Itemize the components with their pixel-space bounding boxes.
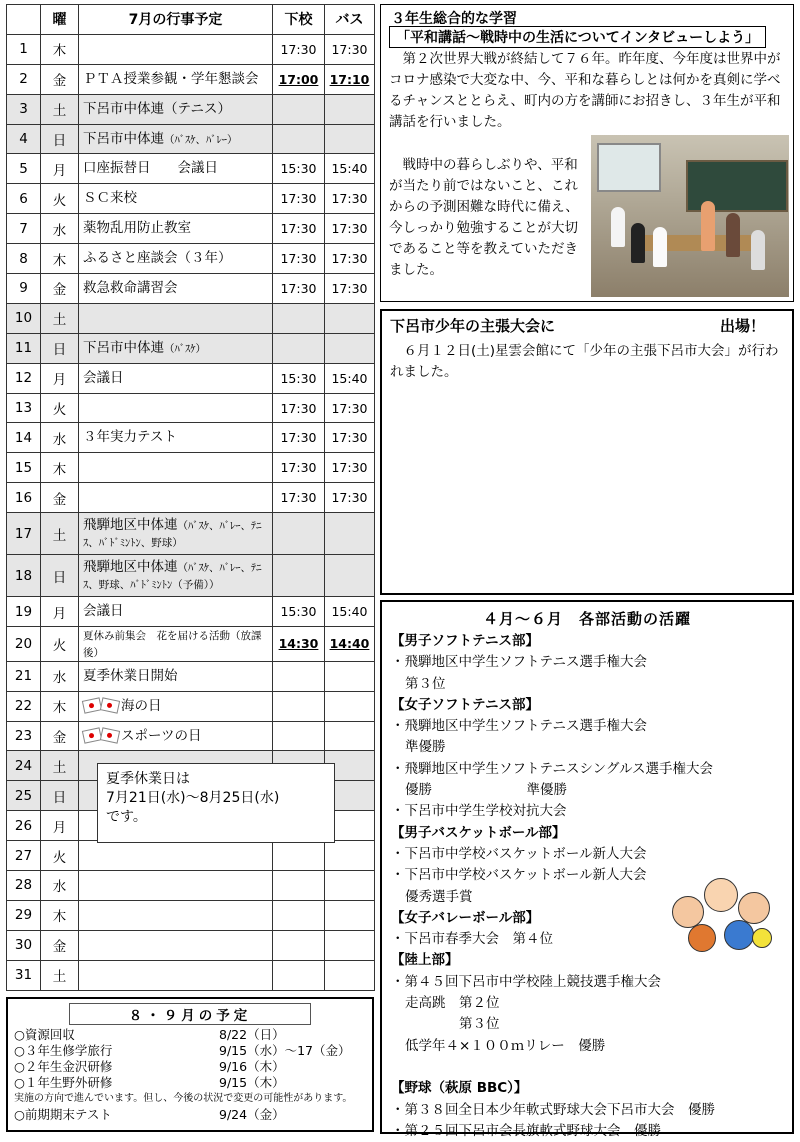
schedule-row: [7, 303, 375, 333]
schedule-date: 5: [7, 154, 41, 184]
club-result: 優秀選手賞: [405, 888, 473, 905]
schedule-dismissal-time: 17:00: [273, 64, 325, 94]
schedule-weekday: 月: [41, 363, 79, 393]
schedule-bus-time: [325, 513, 375, 555]
schedule-bus-time: 17:30: [325, 184, 375, 214]
schedule-bus-time: [325, 841, 375, 871]
plan-item-label: ○資源回収: [14, 1027, 75, 1042]
schedule-weekday: 日: [41, 333, 79, 363]
club-result: ・第２５回下呂市会長旗軟式野球大会 優勝: [391, 1122, 661, 1139]
schedule-event: [79, 900, 273, 930]
schedule-dismissal-time: [273, 555, 325, 597]
schedule-weekday: 金: [41, 721, 79, 751]
schedule-row: [7, 597, 375, 627]
schedule-date: 17: [7, 513, 41, 555]
schedule-date: 28: [7, 871, 41, 901]
schedule-row: [7, 34, 375, 64]
speech-title-right: 出場！: [720, 317, 766, 335]
schedule-dismissal-time: [273, 94, 325, 124]
schedule-bus-time: [325, 124, 375, 154]
schedule-dismissal-time: 17:30: [273, 483, 325, 513]
club-result: ・下呂市春季大会 第４位: [391, 931, 553, 948]
schedule-weekday: 土: [41, 303, 79, 333]
schedule-weekday: 月: [41, 154, 79, 184]
schedule-row: [7, 871, 375, 901]
club-result: 走高跳 第２位: [405, 995, 500, 1012]
schedule-event: スポーツの日: [79, 721, 273, 751]
schedule-dismissal-time: 17:30: [273, 34, 325, 64]
plan-item-label: ○２年生金沢研修: [14, 1059, 113, 1074]
schedule-bus-time: 17:30: [325, 274, 375, 304]
schedule-event: 会議日: [79, 363, 273, 393]
schedule-dismissal-time: [273, 124, 325, 154]
schedule-dismissal-time: [273, 661, 325, 691]
schedule-weekday: 金: [41, 930, 79, 960]
schedule-bus-time: 15:40: [325, 597, 375, 627]
schedule-date: 29: [7, 900, 41, 930]
schedule-dismissal-time: [273, 841, 325, 871]
plan-item-label: ○１年生野外研修: [14, 1075, 113, 1090]
schedule-date: 14: [7, 423, 41, 453]
schedule-bus-time: 15:40: [325, 154, 375, 184]
schedule-date: 7: [7, 214, 41, 244]
notice-line-1: 夏季休業日は: [106, 771, 190, 787]
schedule-bus-time: 17:30: [325, 393, 375, 423]
schedule-event: ３年実力テスト: [79, 423, 273, 453]
schedule-event: ＰＴＡ授業参観・学年懇談会: [79, 64, 273, 94]
schedule-event: [79, 34, 273, 64]
schedule-bus-time: [325, 303, 375, 333]
schedule-dismissal-time: 17:30: [273, 423, 325, 453]
schedule-row: [7, 333, 375, 363]
schedule-weekday: 水: [41, 214, 79, 244]
schedule-event: 海の日: [79, 691, 273, 721]
schedule-dismissal-time: [273, 900, 325, 930]
club-heading: 【女子バレーボール部】: [391, 909, 540, 926]
schedule-dismissal-time: [273, 721, 325, 751]
schedule-dismissal-time: 17:30: [273, 244, 325, 274]
plan-item-label: ○前期期末テスト: [14, 1107, 112, 1122]
schedule-weekday: 火: [41, 841, 79, 871]
schedule-date: 31: [7, 960, 41, 990]
schedule-bus-time: 17:30: [325, 214, 375, 244]
schedule-dismissal-time: 17:30: [273, 184, 325, 214]
schedule-bus-time: 17:30: [325, 34, 375, 64]
header-weekday: 曜: [41, 5, 79, 35]
schedule-date: 25: [7, 781, 41, 811]
schedule-weekday: 水: [41, 423, 79, 453]
schedule-event: 夏季休業日開始: [79, 661, 273, 691]
club-result: ・第３８回全日本少年軟式野球大会下呂市大会 優勝: [391, 1101, 715, 1118]
schedule-dismissal-time: [273, 871, 325, 901]
schedule-bus-time: 15:40: [325, 363, 375, 393]
schedule-weekday: 金: [41, 64, 79, 94]
sports-cartoon: [664, 872, 776, 958]
schedule-bus-time: [325, 94, 375, 124]
schedule-date: 2: [7, 64, 41, 94]
schedule-event: [79, 303, 273, 333]
schedule-date: 23: [7, 721, 41, 751]
plan-item-date: 9/16（木）: [219, 1059, 285, 1074]
schedule-bus-time: 17:30: [325, 423, 375, 453]
schedule-dismissal-time: [273, 960, 325, 990]
schedule-weekday: 月: [41, 811, 79, 841]
schedule-row: [7, 513, 375, 555]
schedule-date: 1: [7, 34, 41, 64]
schedule-date: 6: [7, 184, 41, 214]
schedule-event: 会議日: [79, 597, 273, 627]
schedule-date: 21: [7, 661, 41, 691]
plan-item-label: ○３年生修学旅行: [14, 1043, 113, 1058]
schedule-row: [7, 244, 375, 274]
club-result: ・下呂市中学校バスケットボール新人大会: [391, 867, 647, 884]
club-result: [391, 1057, 792, 1078]
schedule-bus-time: [325, 900, 375, 930]
schedule-row: [7, 184, 375, 214]
schedule-dismissal-time: 15:30: [273, 154, 325, 184]
schedule-weekday: 火: [41, 393, 79, 423]
plan-item: [14, 1075, 366, 1091]
club-result: 準優勝: [405, 739, 446, 756]
study-paragraph-2: 戦時中の暮らしぶりや、平和が当たり前ではないこと、これからの予測困難な時代に備え、今しっかり勉強することが大切であること等を教えていただきました。: [389, 157, 579, 278]
schedule-event: [79, 483, 273, 513]
schedule-weekday: 土: [41, 751, 79, 781]
schedule-row: [7, 64, 375, 94]
japan-flag-icon: [83, 727, 119, 745]
club-heading: 【陸上部】: [391, 952, 459, 969]
schedule-row: [7, 483, 375, 513]
schedule-date: 22: [7, 691, 41, 721]
schedule-row: [7, 214, 375, 244]
aug-sep-plan: [6, 997, 374, 1132]
schedule-date: 19: [7, 597, 41, 627]
plan-item: [14, 1043, 366, 1059]
club-result: ・飛騨地区中学生ソフトテニス選手権大会: [391, 654, 647, 671]
schedule-event: 口座振替日 会議日: [79, 154, 273, 184]
schedule-row: [7, 930, 375, 960]
club-result: 第３位: [405, 675, 446, 692]
schedule-date: 30: [7, 930, 41, 960]
schedule-bus-time: [325, 555, 375, 597]
plan-item-date: 9/15（水）～17（金）: [219, 1043, 351, 1058]
schedule-row: [7, 423, 375, 453]
plan-item: [14, 1027, 366, 1043]
schedule-date: 13: [7, 393, 41, 423]
schedule-row: [7, 555, 375, 597]
header-date: [7, 5, 41, 35]
schedule-dismissal-time: [273, 303, 325, 333]
japan-flag-icon: [83, 697, 119, 715]
notice-line-3: です。: [106, 808, 147, 825]
header-dismissal: 下校: [273, 5, 325, 35]
study-paragraph-1: 第２次世界大戦が終結して７６年。昨年度、今年度は世界中がコロナ感染で大変な中、今、平和な暮らしとは何かを真剣に学べるチャンスととらえ、町内の方を講師にお招きし、３年生が平和講話を行いました。: [389, 51, 781, 130]
schedule-weekday: 木: [41, 34, 79, 64]
schedule-event: 飛騨地区中体連（ﾊﾞｽｹ、ﾊﾞﾚｰ、ﾃﾆｽ、ﾊﾞﾄﾞﾐﾝﾄﾝ、野球）: [79, 513, 273, 555]
schedule-event: ふるさと座談会（３年）: [79, 244, 273, 274]
schedule-row: [7, 363, 375, 393]
schedule-event: ＳＣ来校: [79, 184, 273, 214]
schedule-event: 飛騨地区中体連（ﾊﾞｽｹ、ﾊﾞﾚｰ、ﾃﾆｽ、野球、ﾊﾞﾄﾞﾐﾝﾄﾝ（予備））: [79, 555, 273, 597]
schedule-row: [7, 124, 375, 154]
schedule-row: [7, 721, 375, 751]
schedule-event: 下呂市中体連（ﾊﾞｽｹ、ﾊﾞﾚｰ）: [79, 124, 273, 154]
club-result: ・下呂市中学校バスケットボール新人大会: [391, 845, 647, 862]
schedule-weekday: 月: [41, 597, 79, 627]
plan-note: 実施の方向で進んでいます。但し、今後の状況で変更の可能性があります。: [14, 1093, 353, 1104]
schedule-event: [79, 453, 273, 483]
schedule-bus-time: 17:30: [325, 483, 375, 513]
schedule-weekday: 金: [41, 274, 79, 304]
plan-item-date: 8/22（日）: [219, 1027, 285, 1042]
club-heading: 【男子ソフトテニス部】: [391, 633, 539, 649]
schedule-row: [7, 393, 375, 423]
schedule-dismissal-time: [273, 513, 325, 555]
schedule-event: 救急救命講習会: [79, 274, 273, 304]
summer-vacation-notice: [97, 763, 335, 843]
schedule-bus-time: [325, 333, 375, 363]
notice-line-2: 7月21日(水)～8月25日(水): [106, 789, 280, 806]
schedule-bus-time: 17:10: [325, 64, 375, 94]
schedule-bus-time: 17:30: [325, 453, 375, 483]
schedule-row: [7, 94, 375, 124]
classroom-photo: [591, 135, 789, 297]
schedule-event: 下呂市中体連（テニス）: [79, 94, 273, 124]
header-event: 7月の行事予定: [79, 5, 273, 35]
header-bus: バス: [325, 5, 375, 35]
club-heading: 【野球（萩原 BBC）】: [391, 1080, 528, 1097]
club-result: ・第４５回下呂市中学校陸上競技選手権大会: [391, 973, 661, 990]
schedule-dismissal-time: [273, 691, 325, 721]
schedule-row: [7, 960, 375, 990]
schedule-bus-time: [325, 871, 375, 901]
schedule-weekday: 水: [41, 871, 79, 901]
study-subtitle: 「平和講話～戦時中の生活についてインタビューしよう」: [389, 26, 766, 48]
schedule-bus-time: [325, 661, 375, 691]
schedule-row: [7, 627, 375, 662]
schedule-bus-time: [325, 721, 375, 751]
schedule-bus-time: [325, 960, 375, 990]
schedule-dismissal-time: [273, 333, 325, 363]
schedule-row: [7, 900, 375, 930]
schedule-event: [79, 393, 273, 423]
schedule-date: 8: [7, 244, 41, 274]
schedule-weekday: 土: [41, 513, 79, 555]
schedule-date: 27: [7, 841, 41, 871]
speech-body: ６月１２日(土)星雲会館にて「少年の主張下呂市大会」が行われました。: [390, 343, 779, 380]
speech-title: 下呂市少年の主張大会に 出場！: [390, 317, 766, 335]
schedule-header-row: [7, 5, 375, 35]
schedule-bus-time: 14:40: [325, 627, 375, 662]
schedule-row: [7, 661, 375, 691]
schedule-date: 26: [7, 811, 41, 841]
schedule-dismissal-time: 14:30: [273, 627, 325, 662]
schedule-date: 16: [7, 483, 41, 513]
schedule-dismissal-time: 17:30: [273, 274, 325, 304]
plan-item-date: 9/24（金）: [219, 1107, 285, 1122]
schedule-weekday: 日: [41, 555, 79, 597]
clubs-title: ４月～６月 各部活動の活躍: [482, 610, 691, 628]
club-result: ・飛騨地区中学生ソフトテニスシングルス選手権大会: [391, 760, 714, 777]
schedule-row: [7, 691, 375, 721]
schedule-date: 20: [7, 627, 41, 662]
schedule-dismissal-time: 15:30: [273, 363, 325, 393]
club-result: ・下呂市中学生学校対抗大会: [391, 803, 567, 820]
schedule-bus-time: [325, 930, 375, 960]
schedule-row: [7, 154, 375, 184]
schedule-event: 夏休み前集会 花を届ける活動（放課後）: [79, 627, 273, 662]
peace-study-article: [380, 4, 794, 302]
schedule-weekday: 水: [41, 661, 79, 691]
schedule-date: 3: [7, 94, 41, 124]
club-result: 第３位: [405, 1016, 500, 1033]
schedule-weekday: 土: [41, 960, 79, 990]
schedule-event: [79, 960, 273, 990]
schedule-dismissal-time: [273, 930, 325, 960]
schedule-dismissal-time: 17:30: [273, 453, 325, 483]
schedule-date: 4: [7, 124, 41, 154]
schedule-date: 15: [7, 453, 41, 483]
schedule-weekday: 火: [41, 184, 79, 214]
club-result: 低学年４×１００ｍリレー 優勝: [405, 1037, 606, 1054]
plan-title: ８・９月の予定: [69, 1003, 311, 1025]
schedule-weekday: 木: [41, 691, 79, 721]
schedule-event: [79, 871, 273, 901]
schedule-weekday: 火: [41, 627, 79, 662]
schedule-event: 下呂市中体連（ﾊﾞｽｹ）: [79, 333, 273, 363]
schedule-weekday: 日: [41, 124, 79, 154]
schedule-weekday: 木: [41, 453, 79, 483]
study-title: ３年生総合的な学習: [391, 11, 517, 27]
schedule-event: [79, 841, 273, 871]
club-heading: 【女子ソフトテニス部】: [391, 696, 539, 713]
schedule-weekday: 日: [41, 781, 79, 811]
club-result: ・飛騨地区中学生ソフトテニス選手権大会: [391, 718, 647, 735]
schedule-dismissal-time: 15:30: [273, 597, 325, 627]
schedule-date: 9: [7, 274, 41, 304]
schedule-row: [7, 841, 375, 871]
schedule-event: [79, 930, 273, 960]
club-heading: 【男子バスケットボール部】: [391, 824, 566, 841]
speech-contest-article: [380, 309, 794, 595]
schedule-weekday: 木: [41, 900, 79, 930]
schedule-date: 11: [7, 333, 41, 363]
schedule-bus-time: [325, 691, 375, 721]
schedule-date: 18: [7, 555, 41, 597]
schedule-weekday: 木: [41, 244, 79, 274]
schedule-weekday: 土: [41, 94, 79, 124]
schedule-date: 12: [7, 363, 41, 393]
schedule-date: 24: [7, 751, 41, 781]
schedule-weekday: 金: [41, 483, 79, 513]
schedule-dismissal-time: 17:30: [273, 393, 325, 423]
schedule-row: [7, 274, 375, 304]
plan-item-final-exam: [14, 1107, 366, 1123]
club-results-article: [380, 600, 794, 1139]
schedule-event: 薬物乱用防止教室: [79, 214, 273, 244]
club-result: 優勝 準優勝: [405, 782, 567, 799]
schedule-dismissal-time: 17:30: [273, 214, 325, 244]
plan-item-date: 9/15（木）: [219, 1075, 285, 1090]
schedule-row: [7, 453, 375, 483]
plan-item: [14, 1059, 366, 1075]
schedule-bus-time: 17:30: [325, 244, 375, 274]
schedule-date: 10: [7, 303, 41, 333]
